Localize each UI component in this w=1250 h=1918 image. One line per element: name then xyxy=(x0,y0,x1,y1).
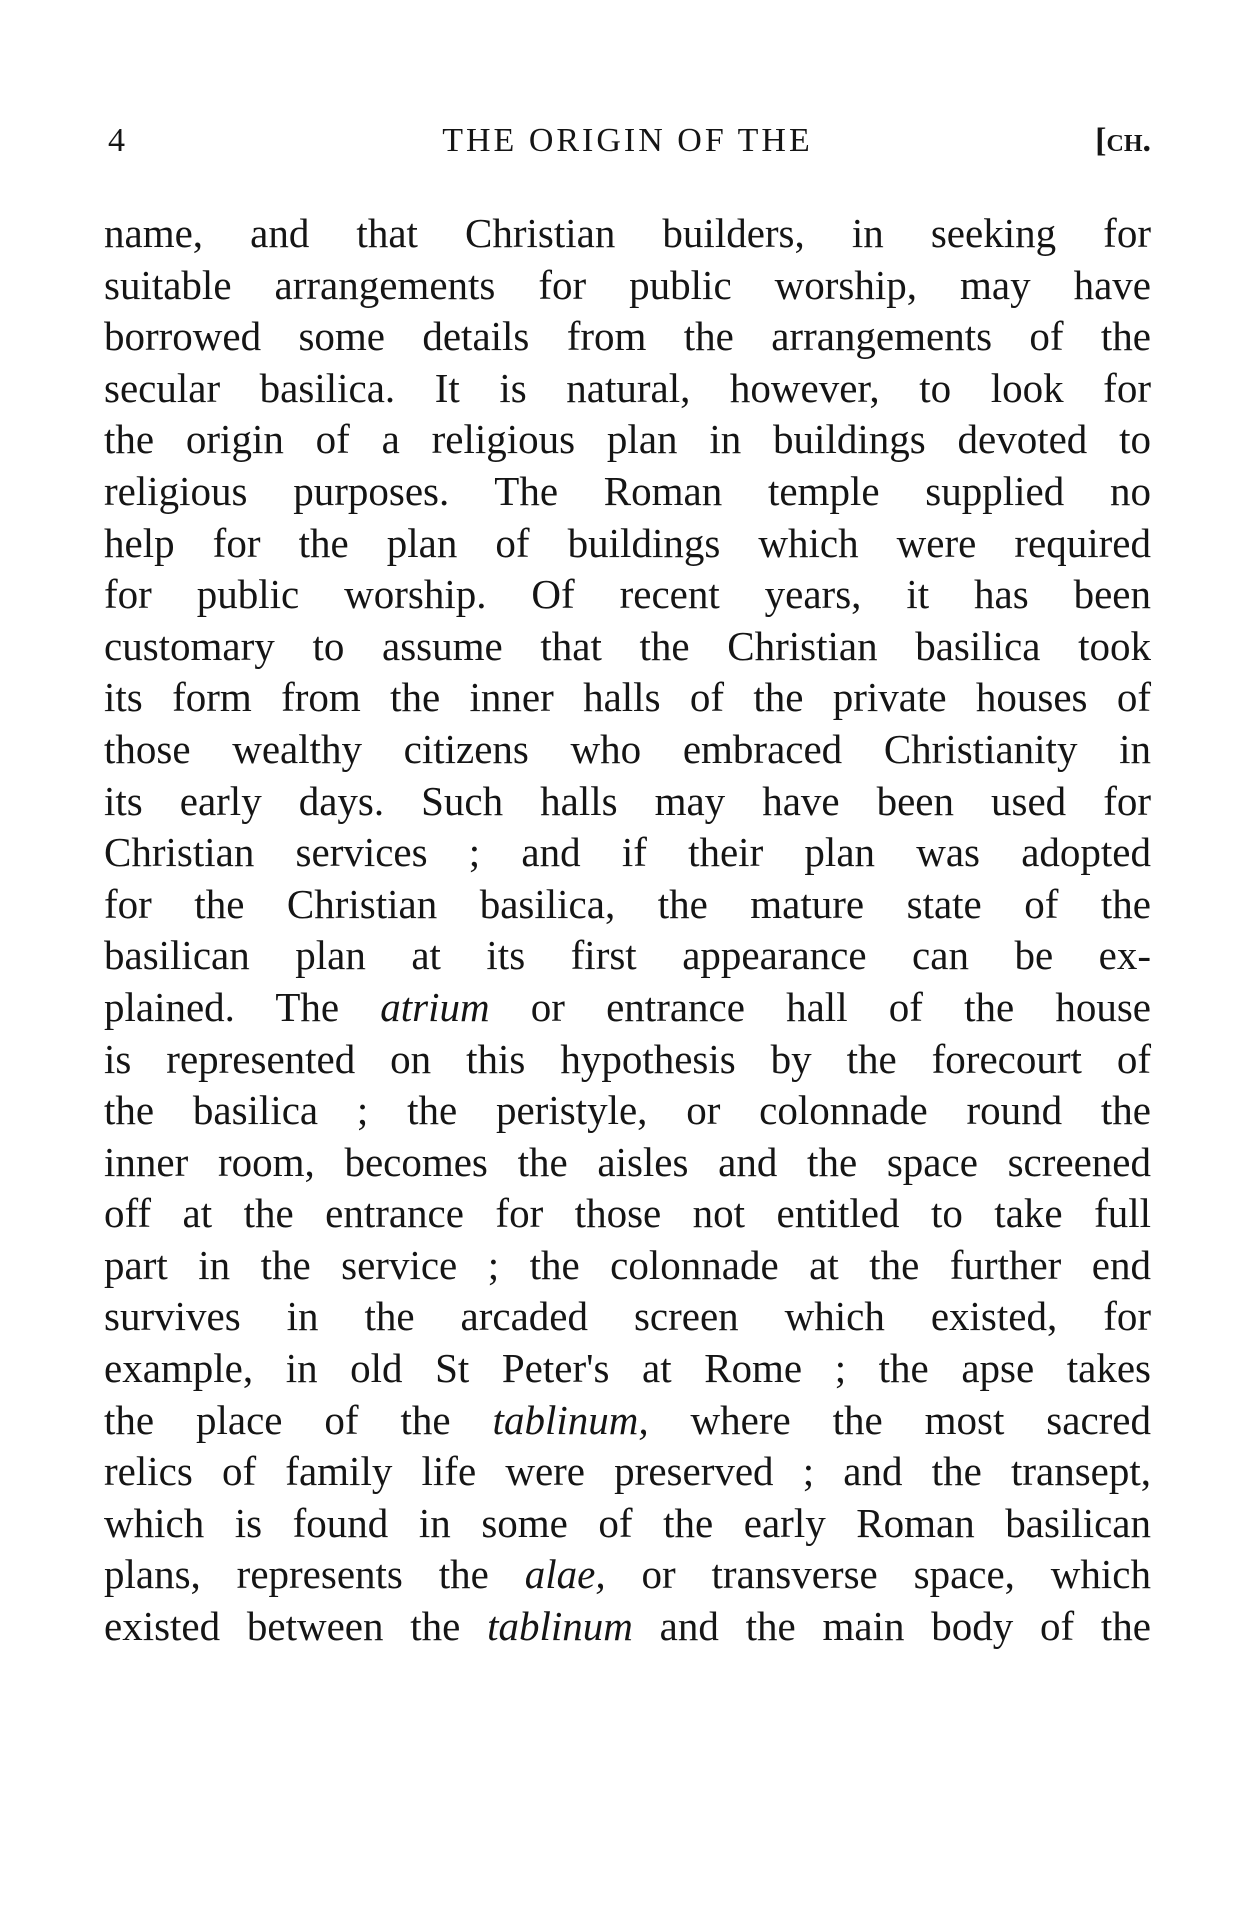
text-segment: or transverse space, which xyxy=(605,1551,1151,1598)
text-segment: the basilica ; the peristyle, or colonnade round the xyxy=(104,1087,1151,1134)
text-segment: and the main body of the xyxy=(632,1603,1151,1650)
text-segment: off at the entrance for those not entitled to take full xyxy=(104,1190,1151,1237)
chapter-mark: [ch. xyxy=(1095,122,1151,159)
text-line xyxy=(104,363,1151,415)
text-segment: is represented on this hypothesis by the forecourt of xyxy=(104,1035,1151,1082)
text-line xyxy=(104,569,1151,621)
text-segment: for public worship. Of recent years, it has been xyxy=(104,571,1151,618)
text-segment: for the Christian basilica, the mature state of the xyxy=(104,880,1151,927)
text-line xyxy=(104,1034,1151,1086)
text-segment: inner room, becomes the aisles and the space screened xyxy=(104,1138,1151,1185)
text-line xyxy=(104,879,1151,931)
running-title: THE ORIGIN OF THE xyxy=(442,122,813,159)
text-line xyxy=(104,1240,1151,1292)
text-segment: part in the service ; the colonnade at the further end xyxy=(104,1241,1151,1288)
text-segment: borrowed some details from the arrangements of the xyxy=(104,313,1151,360)
text-line xyxy=(104,311,1151,363)
text-line xyxy=(104,724,1151,776)
text-segment: suitable arrangements for public worship, may have xyxy=(104,261,1151,308)
text-segment: customary to assume that the Christian basilica took xyxy=(104,622,1151,669)
text-segment: example, in old St Peter's at Rome ; the apse takes xyxy=(104,1345,1151,1392)
text-segment: plained. The xyxy=(104,983,381,1030)
text-line xyxy=(104,621,1151,673)
text-segment: existed between the xyxy=(104,1603,488,1650)
text-line xyxy=(104,1446,1151,1498)
running-header xyxy=(104,122,1151,172)
text-segment: its form from the inner halls of the private houses of xyxy=(104,674,1151,721)
text-line xyxy=(104,466,1151,518)
text-segment: basilican plan at its first appearance can be ex- xyxy=(104,932,1151,979)
text-line xyxy=(104,208,1151,260)
text-line xyxy=(104,982,1151,1034)
text-segment: secular basilica. It is natural, however, to look for xyxy=(104,364,1151,411)
text-line xyxy=(104,1188,1151,1240)
text-segment: name, and that Christian builders, in seeking for xyxy=(104,210,1151,256)
text-line xyxy=(104,518,1151,570)
text-segment: plans, represents the xyxy=(104,1551,525,1598)
text-line xyxy=(104,930,1151,982)
text-line xyxy=(104,1291,1151,1343)
text-line xyxy=(104,776,1151,828)
text-segment: or entrance hall of the house xyxy=(489,983,1151,1030)
text-segment: those wealthy citizens who embraced Christianity in xyxy=(104,725,1151,772)
text-line xyxy=(104,414,1151,466)
text-segment: help for the plan of buildings which were required xyxy=(104,519,1151,566)
text-line xyxy=(104,1343,1151,1395)
text-segment: Christian services ; and if their plan was adopted xyxy=(104,829,1151,876)
text-segment: where the most sacred xyxy=(648,1396,1151,1443)
text-segment: relics of family life were preserved ; and the transept, xyxy=(104,1448,1151,1495)
body-text xyxy=(104,208,1151,1653)
text-line xyxy=(104,672,1151,724)
italic-term: atrium xyxy=(380,983,490,1030)
italic-term: tablinum xyxy=(487,1603,633,1650)
text-segment: which is found in some of the early Roman basilican xyxy=(104,1499,1151,1546)
text-line xyxy=(104,260,1151,312)
text-segment: religious purposes. The Roman temple supplied no xyxy=(104,467,1151,514)
text-line xyxy=(104,1137,1151,1189)
text-segment: its early days. Such halls may have been used for xyxy=(104,777,1151,824)
text-segment: the origin of a religious plan in buildings devoted to xyxy=(104,416,1151,463)
text-line xyxy=(104,1395,1151,1447)
text-line xyxy=(104,1549,1151,1601)
text-line xyxy=(104,1085,1151,1137)
text-line xyxy=(104,1601,1151,1653)
italic-term: alae, xyxy=(524,1551,606,1598)
page-number: 4 xyxy=(108,122,125,159)
italic-term: tablinum, xyxy=(492,1396,649,1443)
text-line xyxy=(104,827,1151,879)
text-segment: the place of the xyxy=(104,1396,493,1443)
text-line xyxy=(104,1498,1151,1550)
text-segment: survives in the arcaded screen which existed, for xyxy=(104,1293,1151,1340)
